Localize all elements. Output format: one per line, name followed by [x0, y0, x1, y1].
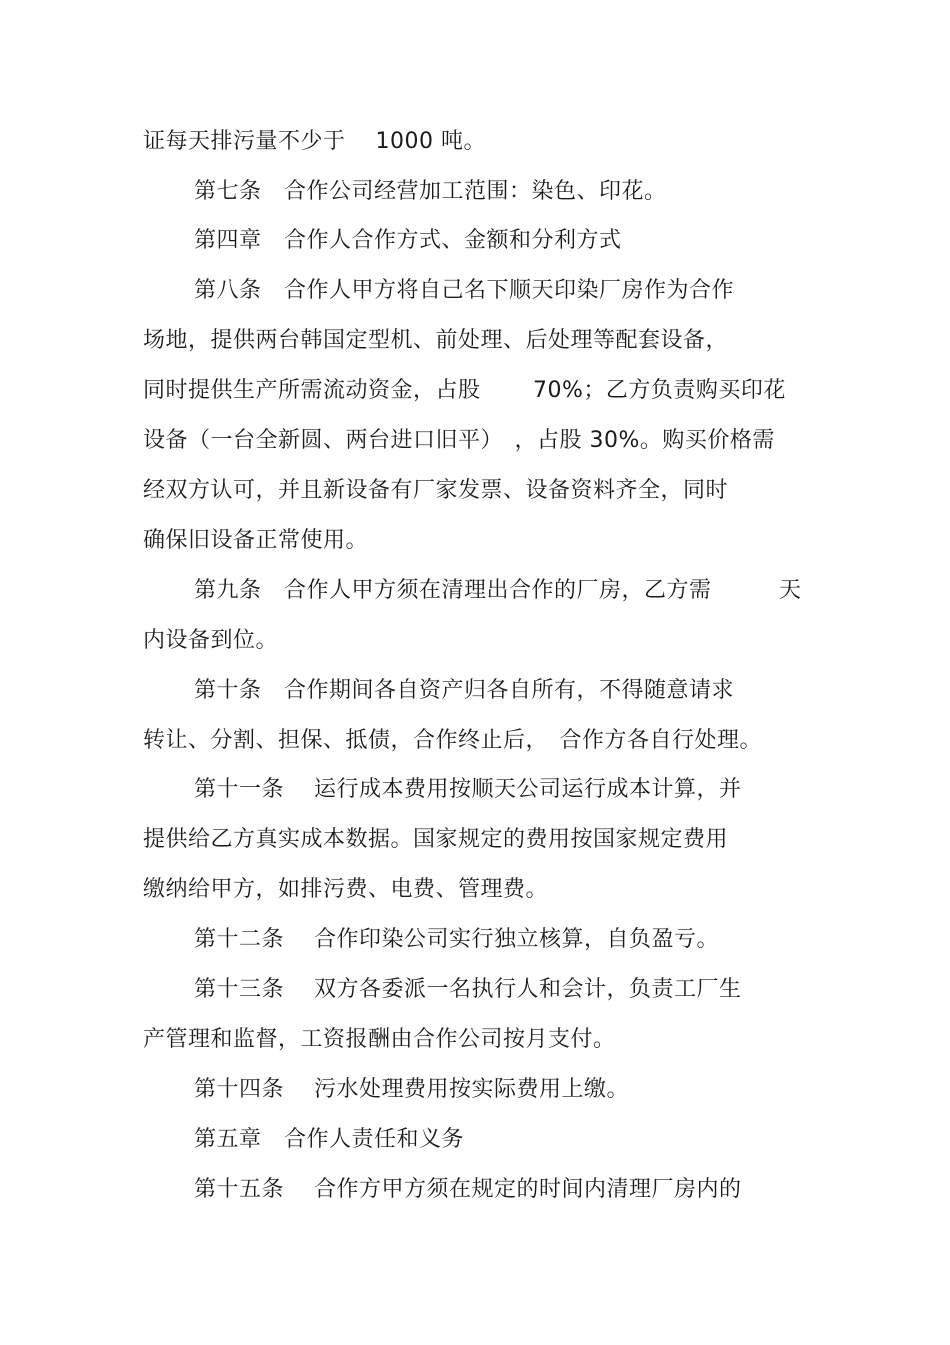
paragraph-line: 第十一条 运行成本费用按顺天公司运行成本计算，并 [194, 777, 742, 802]
paragraph-line: 设备（一台全新圆、两台进口旧平） ，占股 30%。购买价格需 [143, 428, 775, 453]
paragraph-line: 第七条 合作公司经营加工范围：染色、印花。 [194, 179, 667, 204]
paragraph-line: 经双方认可，并且新设备有厂家发票、设备资料齐全，同时 [143, 478, 729, 503]
paragraph-line: 内设备到位。 [143, 628, 279, 653]
paragraph-line: 第八条 合作人甲方将自己名下顺天印染厂房作为合作 [194, 278, 735, 303]
paragraph-line: 缴纳给甲方，如排污费、电费、管理费。 [143, 877, 549, 902]
paragraph-line: 产管理和监督，工资报酬由合作公司按月支付。 [143, 1027, 616, 1052]
paragraph-line: 确保旧设备正常使用。 [143, 528, 369, 553]
paragraph-line: 第十四条 污水处理费用按实际费用上缴。 [194, 1077, 629, 1102]
paragraph-line: 第十五条 合作方甲方须在规定的时间内清理厂房内的 [194, 1177, 742, 1202]
chapter-heading: 第四章 合作人合作方式、金额和分利方式 [194, 228, 622, 253]
paragraph-line: 转让、分割、担保、抵债，合作终止后， 合作方各自行处理。 [143, 728, 763, 753]
paragraph-line: 第十二条 合作印染公司实行独立核算，自负盈亏。 [194, 927, 719, 952]
paragraph-line: 第十条 合作期间各自资产归各自所有，不得随意请求 [194, 678, 735, 703]
paragraph-line: 场地，提供两台韩国定型机、前处理、后处理等配套设备， [143, 328, 729, 353]
chapter-heading: 第五章 合作人责任和义务 [194, 1127, 465, 1152]
paragraph-line: 第九条 合作人甲方须在清理出合作的厂房，乙方需 天 [194, 578, 802, 603]
paragraph-line: 第十三条 双方各委派一名执行人和会计，负责工厂生 [194, 977, 742, 1002]
paragraph-line: 提供给乙方真实成本数据。国家规定的费用按国家规定费用 [143, 827, 729, 852]
paragraph-line: 证每天排污量不少于 1000 吨。 [143, 129, 486, 154]
paragraph-line: 同时提供生产所需流动资金，占股 70%；乙方负责购买印花 [143, 378, 786, 403]
